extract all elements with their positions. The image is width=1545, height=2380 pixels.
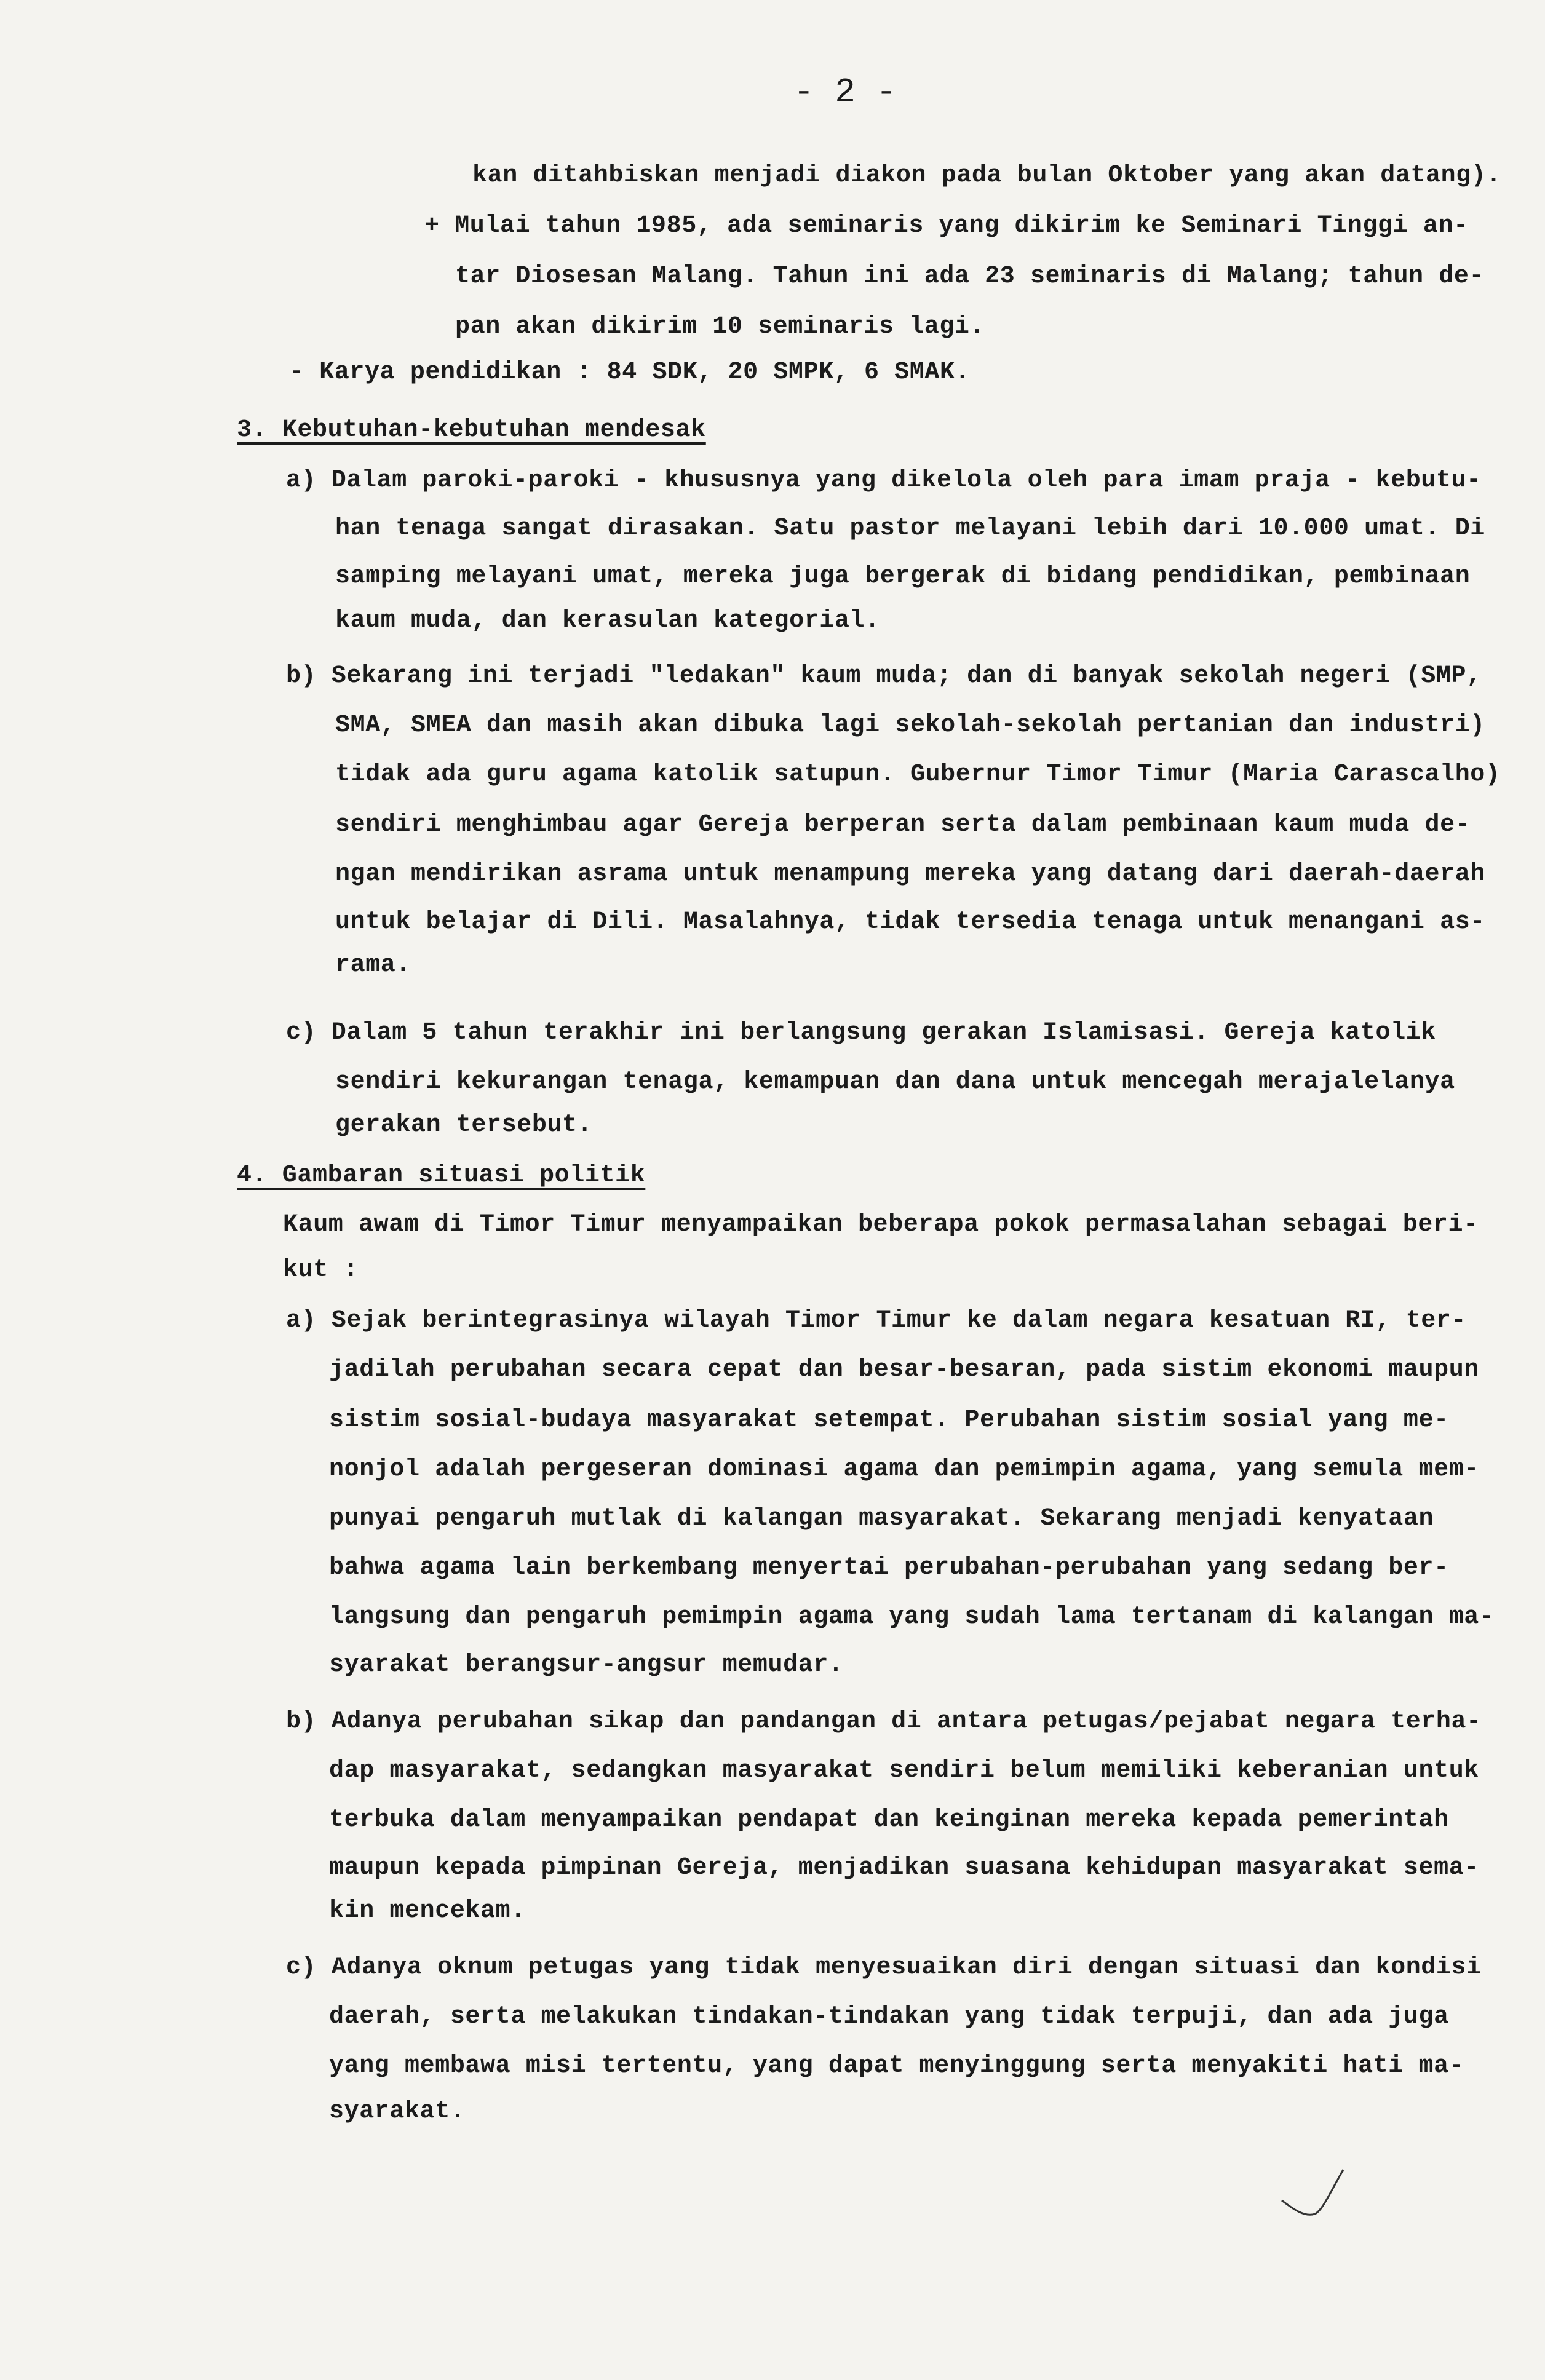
section-4-c-line: daerah, serta melakukan tindakan-tindakan yang tidak terpuji, dan ada juga <box>329 2003 1449 2031</box>
section-3-b-line: SMA, SMEA dan masih akan dibuka lagi sekolah-sekolah pertanian dan industri) <box>335 712 1485 739</box>
section-3-b-line: rama. <box>335 951 411 979</box>
section-3-a-line: han tenaga sangat dirasakan. Satu pastor melayani lebih dari 10.000 umat. Di <box>335 515 1485 542</box>
intro-line: - Karya pendidikan : 84 SDK, 20 SMPK, 6 SMAK. <box>289 359 971 386</box>
intro-line: kan ditahbiskan menjadi diakon pada bulan Oktober yang akan datang). <box>472 162 1502 189</box>
section-4-b-line: terbuka dalam menyampaikan pendapat dan keinginan mereka kepada pemerintah <box>329 1806 1449 1834</box>
section-4-intro-line: Kaum awam di Timor Timur menyampaikan beberapa pokok permasalahan sebagai beri- <box>283 1211 1479 1239</box>
section-4-c-line: yang membawa misi tertentu, yang dapat menyinggung serta menyakiti hati ma- <box>329 2052 1464 2080</box>
section-4-a-line: nonjol adalah pergeseran dominasi agama dan pemimpin agama, yang semula mem- <box>329 1456 1479 1483</box>
intro-line: pan akan dikirim 10 seminaris lagi. <box>455 313 985 341</box>
section-3-b-line: tidak ada guru agama katolik satupun. Gubernur Timor Timur (Maria Carascalho) <box>335 761 1501 788</box>
section-4-a-line: a) Sejak berintegrasinya wilayah Timor Timur ke dalam negara kesatuan RI, ter- <box>286 1307 1467 1335</box>
section-4-b-line: kin mencekam. <box>329 1897 526 1925</box>
section-3-heading: 3. Kebutuhan-kebutuhan mendesak <box>237 416 706 444</box>
section-3-b-line: b) Sekarang ini terjadi "ledakan" kaum muda; dan di banyak sekolah negeri (SMP, <box>286 662 1482 690</box>
section-4-a-line: bahwa agama lain berkembang menyertai perubahan-perubahan yang sedang ber- <box>329 1554 1449 1582</box>
page-number: - 2 - <box>793 73 897 112</box>
section-4-a-line: syarakat berangsur-angsur memudar. <box>329 1651 844 1679</box>
section-4-c-line: c) Adanya oknum petugas yang tidak menyesuaikan diri dengan situasi dan kondisi <box>286 1954 1482 1981</box>
section-3-b-line: sendiri menghimbau agar Gereja berperan serta dalam pembinaan kaum muda de- <box>335 811 1471 839</box>
section-3-b-line: untuk belajar di Dili. Masalahnya, tidak tersedia tenaga untuk menangani as- <box>335 908 1485 936</box>
intro-line: tar Diosesan Malang. Tahun ini ada 23 seminaris di Malang; tahun de- <box>455 263 1485 290</box>
section-4-a-line: punyai pengaruh mutlak di kalangan masyarakat. Sekarang menjadi kenyataan <box>329 1505 1434 1533</box>
section-4-c-line: syarakat. <box>329 2098 466 2125</box>
section-4-b-line: maupun kepada pimpinan Gereja, menjadikan suasana kehidupan masyarakat sema- <box>329 1854 1479 1882</box>
section-3-a-line: kaum muda, dan kerasulan kategorial. <box>335 607 880 635</box>
section-4-b-line: b) Adanya perubahan sikap dan pandangan di antara petugas/pejabat negara terha- <box>286 1708 1482 1735</box>
section-3-c-line: c) Dalam 5 tahun terakhir ini berlangsung gerakan Islamisasi. Gereja katolik <box>286 1019 1436 1047</box>
section-4-a-line: langsung dan pengaruh pemimpin agama yang sudah lama tertanam di kalangan ma- <box>329 1603 1495 1631</box>
section-3-c-line: sendiri kekurangan tenaga, kemampuan dan dana untuk mencegah merajalelanya <box>335 1068 1455 1096</box>
handwritten-check-mark-icon <box>1279 2165 1347 2220</box>
section-3-b-line: ngan mendirikan asrama untuk menampung mereka yang datang dari daerah-daerah <box>335 860 1485 888</box>
section-4-b-line: dap masyarakat, sedangkan masyarakat sendiri belum memiliki keberanian untuk <box>329 1757 1479 1785</box>
intro-line: + Mulai tahun 1985, ada seminaris yang dikirim ke Seminari Tinggi an- <box>424 212 1469 240</box>
section-4-intro-line: kut : <box>283 1256 359 1284</box>
section-3-a-line: samping melayani umat, mereka juga bergerak di bidang pendidikan, pembinaan <box>335 563 1471 590</box>
section-4-a-line: jadilah perubahan secara cepat dan besar-besaran, pada sistim ekonomi maupun <box>329 1356 1479 1384</box>
section-3-a-line: a) Dalam paroki-paroki - khususnya yang dikelola oleh para imam praja - kebutu- <box>286 467 1482 494</box>
section-3-c-line: gerakan tersebut. <box>335 1111 593 1139</box>
section-4-a-line: sistim sosial-budaya masyarakat setempat. Perubahan sistim sosial yang me- <box>329 1406 1449 1434</box>
section-4-heading: 4. Gambaran situasi politik <box>237 1162 646 1189</box>
